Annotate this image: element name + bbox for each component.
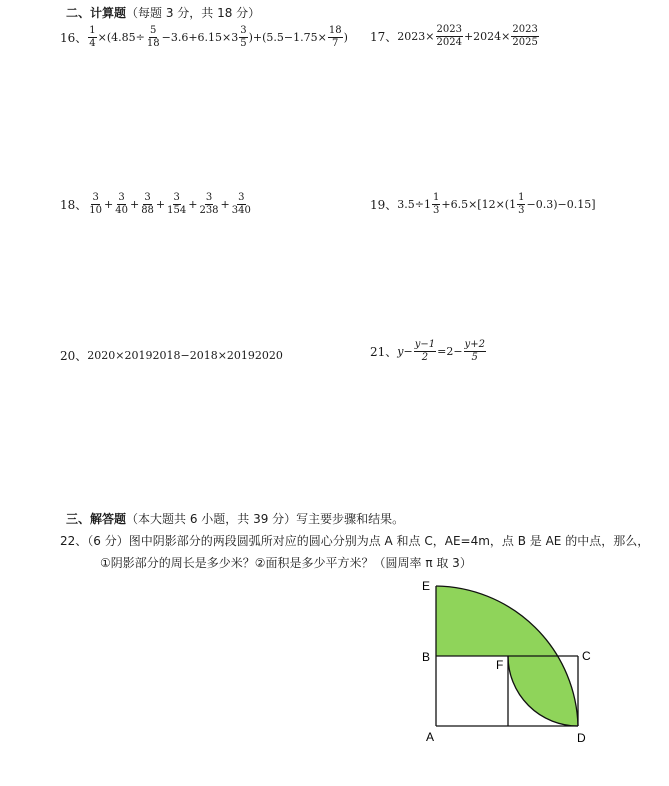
shaded-region-lower [508,656,578,726]
plus-sign: + [220,198,230,211]
numerator: 2023 [512,24,538,35]
fraction [140,193,155,216]
problem-18 [60,193,253,216]
numerator: 1 [89,25,96,36]
expression-text: 2020×20192018−2018×20192020 [87,349,283,362]
denominator: 40 [115,205,128,216]
section-3-note: （本大题共 6 小题，共 39 分）写主要步骤和结果。 [126,512,405,526]
denominator: 10 [89,205,103,216]
numerator: 3 [173,192,180,203]
fraction [328,26,343,49]
fraction [88,193,103,216]
fraction [517,193,525,216]
problem-16-number: 16、 [60,31,88,45]
label-e: E [422,579,431,593]
problem-19-number: 19、 [370,198,398,212]
geometry-figure [410,570,610,745]
problem-19 [370,193,596,216]
numerator: 18 [328,25,342,36]
expression-text: −3.6+6.15×3 [161,31,239,44]
problem-22-line-1: 22、（6 分）图中阴影部分的两段圆弧所对应的圆心分别为点 A 和点 C，AE=4m，点 B 是 AE 的中点，那么， [60,534,650,548]
problem-16 [60,26,348,49]
numerator: 2023 [436,24,462,35]
label-c: C [582,649,591,663]
denominator: 88 [141,205,154,216]
label-a: A [426,730,435,744]
shaded-region-upper [436,586,558,656]
label-d: D [577,731,586,745]
fraction [198,193,219,216]
expression-text: ) [343,31,348,44]
fraction [239,26,247,49]
variable-y: y [397,345,404,358]
section-3-title: 三、解答题 [66,512,127,526]
denominator: 2025 [512,37,538,48]
numerator: 3 [92,192,99,203]
numerator: y+2 [464,339,485,350]
denominator: 154 [167,205,187,216]
problem-20-number: 20、 [60,349,88,363]
denominator: 18 [146,38,160,49]
expression-text: +6.5×[12×(1 [441,198,517,211]
fraction [432,193,440,216]
fraction [511,25,538,48]
fraction [414,340,436,363]
expression-text: 2023× [397,30,435,43]
denominator: 5 [240,38,247,49]
plus-sign: + [129,198,140,211]
denominator: 3 [433,205,440,216]
fraction [166,193,187,216]
expression-text: ×(4.85÷ [97,31,145,44]
plus-sign: + [155,198,166,211]
numerator: 1 [518,192,525,203]
minus-sign: − [403,345,413,358]
denominator: 7 [332,38,339,49]
numerator: 3 [238,192,245,203]
numerator: 1 [433,192,440,203]
numerator: 3 [118,192,125,203]
section-2-heading [66,4,260,21]
denominator: 238 [199,205,219,216]
problem-17 [370,25,540,48]
expression-text: −0.3)−0.15] [526,198,596,211]
expression-text: +2024× [463,30,511,43]
fraction [146,26,161,49]
numerator: y−1 [414,339,436,350]
denominator: 2024 [436,37,462,48]
numerator: 5 [150,25,157,36]
denominator: 4 [89,38,96,49]
numerator: 3 [240,25,247,36]
label-f: F [496,658,504,672]
problem-21-number: 21、 [370,345,398,359]
expression-text: 3.5÷1 [397,198,431,211]
fraction [464,340,486,363]
problem-18-number: 18、 [60,198,88,212]
denominator: 340 [231,205,251,216]
problem-20 [60,347,283,364]
section-2-note: （每题 3 分，共 18 分） [126,6,261,20]
numerator: 3 [205,192,213,203]
section-2-title: 二、计算题 [66,6,127,20]
label-b: B [422,650,431,664]
expression-text: =2− [437,345,463,358]
denominator: 3 [518,205,525,216]
plus-sign: + [188,198,198,211]
section-3-heading [66,510,404,527]
problem-21 [370,340,487,363]
problem-17-number: 17、 [370,30,398,44]
numerator: 3 [144,192,151,203]
fraction [436,25,463,48]
plus-sign: + [104,198,114,211]
fraction [231,193,252,216]
fraction [88,26,96,49]
problem-22-line-2: ①阴影部分的周长是多少米？②面积是多少平方米？（圆周率 π 取 3） [100,556,472,570]
denominator: 2 [421,352,429,363]
denominator: 5 [471,352,478,363]
expression-text: )+(5.5−1.75× [248,31,327,44]
fraction [114,193,129,216]
